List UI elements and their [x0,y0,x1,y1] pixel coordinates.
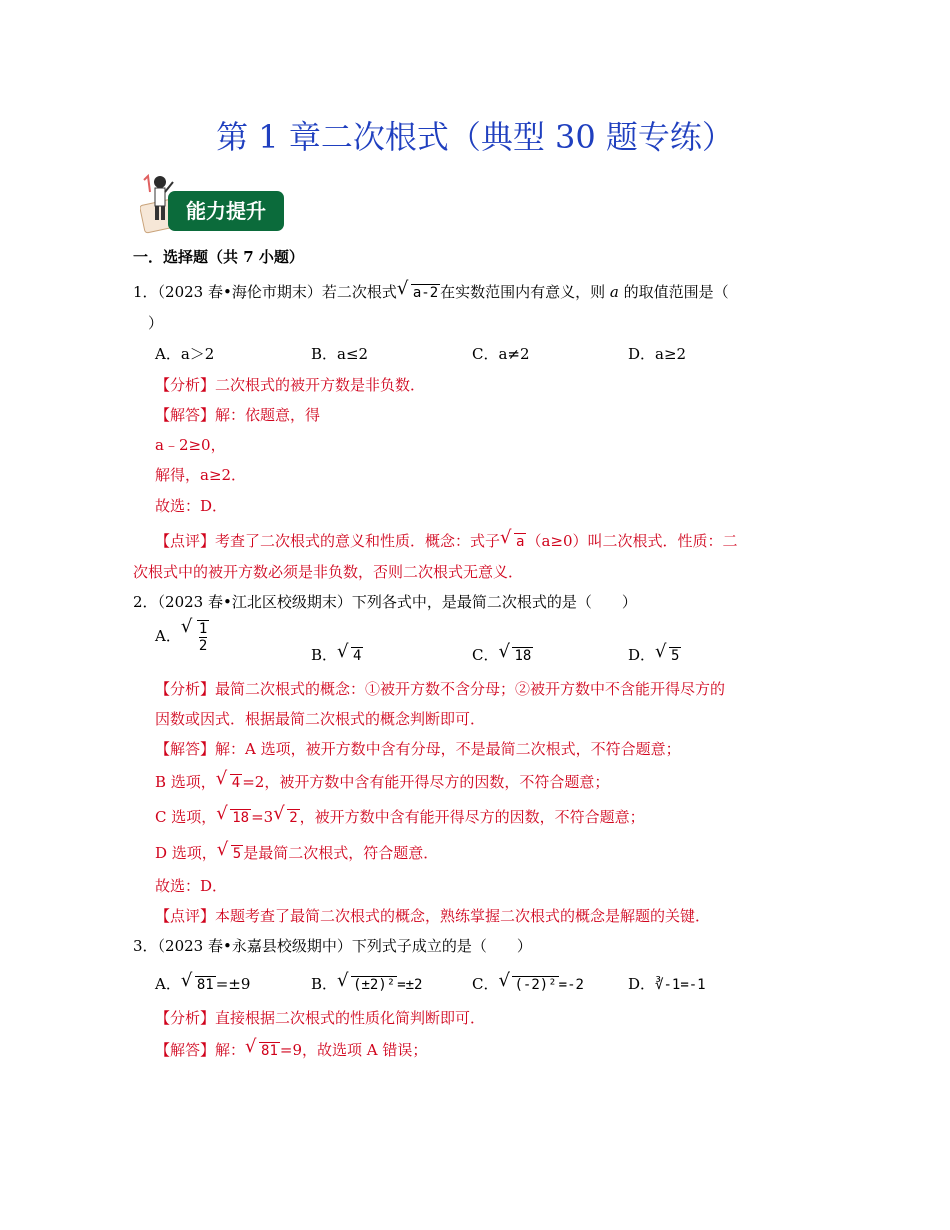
question-2-stem: 2．（2023 春•江北区校级期末）下列各式中，是最简二次根式的是（ ） [133,593,637,611]
q1-choice: 故选：D． [155,497,228,515]
q3-analysis: 【分析】直接根据二次根式的性质化简判断即可． [155,1009,486,1027]
q1-option-a: A．a＞2 [155,345,215,363]
question-3-stem: 3．（2023 春•永嘉县校级期中）下列式子成立的是（ ） [133,937,532,955]
q2-option-c: C．√ 18 [472,645,533,666]
q2-answer-a: 【解答】解：A 选项，被开方数中含有分母，不是最简二次根式，不符合题意； [155,740,681,758]
q1-step-2: 解得，a≥2． [155,466,247,484]
page-title: 第 1 章二次根式（典型 30 题专练） [216,118,734,156]
q3-option-c: C．√ (-2)² =-2 [472,974,584,995]
section-badge: 能力提升 [168,191,284,231]
q1-option-d: D．a≥2 [628,345,687,363]
q2-answer-c: C 选项，√ 18 =3√ 2 ，被开方数中含有能开得尽方的因数，不符合题意； [155,807,645,828]
question-1-stem-close: ） [148,314,164,332]
q2-answer-d: D 选项，√ 5 是最简二次根式，符合题意． [155,843,438,864]
q1-option-b: B．a≤2 [311,345,369,363]
section-heading: 一．选择题（共 7 小题） [133,248,304,266]
q2-analysis-cont: 因数或因式．根据最简二次根式的概念判断即可． [155,710,486,728]
q2-option-b: B．√ 4 [311,645,363,666]
q2-option-d: D．√ 5 [628,645,681,666]
q1-analysis: 【分析】二次根式的被开方数是非负数． [155,376,426,394]
q1-answer: 【解答】解：依题意，得 [155,406,321,424]
q3-option-b: B．√ (±2)² =±2 [311,974,422,995]
q2-answer-b: B 选项，√ 4 =2，被开方数中含有能开得尽方的因数，不符合题意； [155,772,609,793]
q1-comment: 【点评】考查了二次根式的意义和性质．概念：式子√ a （a≥0）叫二次根式．性质：二 [155,531,738,552]
q1-step-1: a﹣2≥0， [155,436,226,454]
q1-option-c: C．a≠2 [472,345,530,363]
q1-comment-cont: 次根式中的被开方数必须是非负数，否则二次根式无意义． [133,563,524,581]
q2-option-a: A． √ $\frac{1}{2}$ [155,620,209,654]
question-1-stem: 1．（2023 春•海伦市期末）若二次根式√ a-2 在实数范围内有意义，则 a 的取值范围是（ [133,282,729,303]
q3-option-d: D．∛-1=-1 [628,975,706,993]
q2-analysis: 【分析】最简二次根式的概念：①被开方数不含分母；②被开方数中不含能开得尽方的 [155,680,726,698]
q2-choice: 故选：D． [155,877,228,895]
q3-answer: 【解答】解：√ 81 =9，故选项 A 错误； [155,1040,427,1061]
q3-option-a: A．√ 81 =±9 [155,974,250,995]
q2-comment: 【点评】本题考查了最简二次根式的概念，熟练掌握二次根式的概念是解题的关键． [155,907,711,925]
